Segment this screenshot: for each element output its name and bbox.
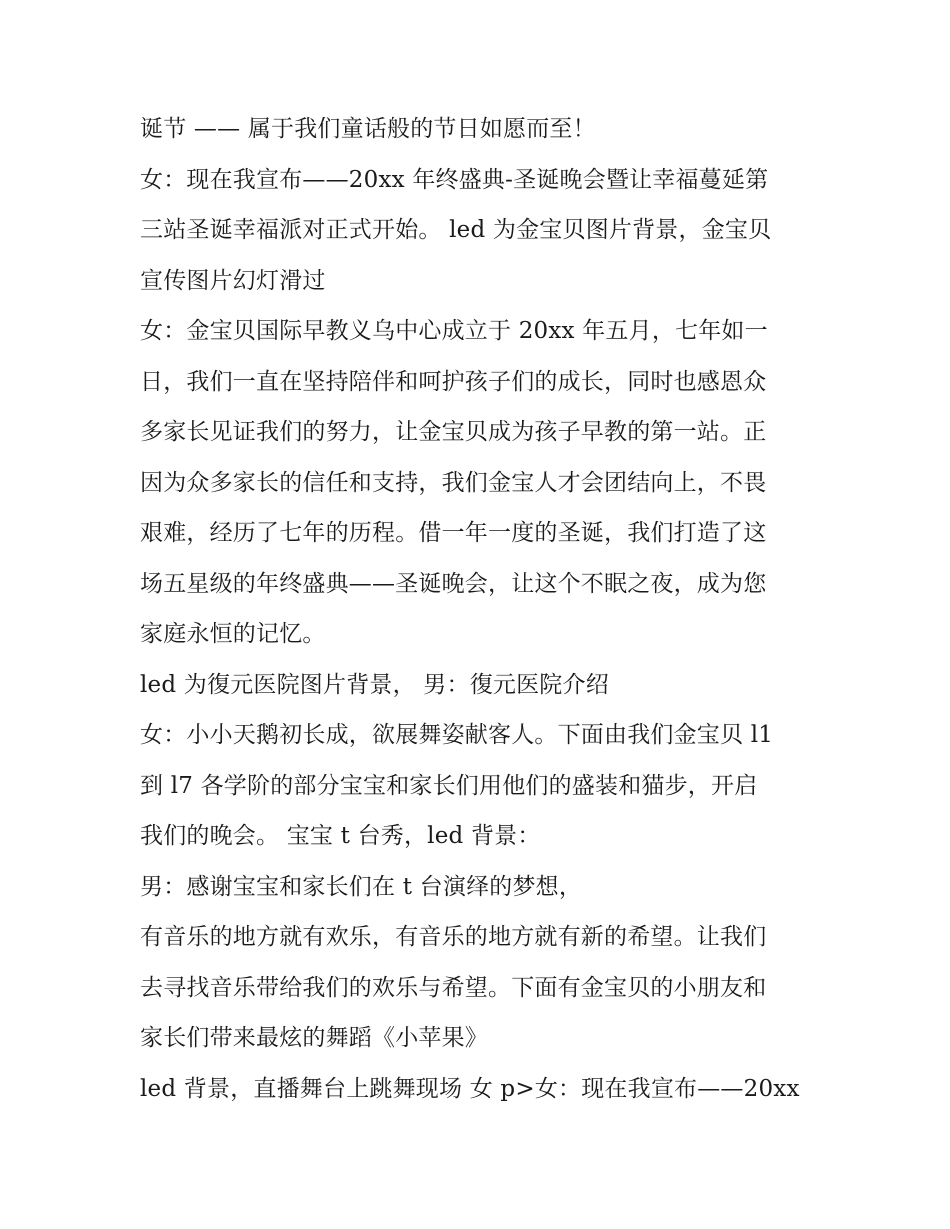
text-line: 去寻找音乐带给我们的欢乐与希望。下面有金宝贝的小朋友和 [140,974,767,1001]
document-body [140,104,820,1114]
text-line: 场五星级的年终盛典——圣诞晚会，让这个不眠之夜，成为您 [140,570,767,597]
text-line: 到 l7 各学阶的部分宝宝和家长们用他们的盛装和猫步，开启 [140,772,758,799]
text-line: 女：小小天鹅初长成，欲展舞姿献客人。下面由我们金宝贝 l1 [140,722,774,748]
text-line: 女：金宝贝国际早教义乌中心成立于 20xx 年五月，七年如一 [140,318,768,344]
text-line: 艰难，经历了七年的历程。借一年一度的圣诞，我们打造了这 [140,520,767,546]
text-line: 日，我们一直在坚持陪伴和呵护孩子们的成长，同时也感恩众 [140,368,767,395]
text-line: led 背景，直播舞台上跳舞现场 女 p>女：现在我宣布——20xx [140,1075,800,1102]
text-line: 女：现在我宣布——20xx 年终盛典-圣诞晚会暨让幸福蔓延第 [140,166,769,193]
text-line: 家庭永恒的记忆。 [140,621,326,647]
text-line: 诞节 —— 属于我们童话般的节日如愿而至！ [140,116,596,142]
text-line: 家长们带来最炫的舞蹈《小苹果》 [140,1025,488,1051]
text-line: 因为众多家长的信任和支持，我们金宝人才会团结向上，不畏 [140,469,767,496]
text-line: led 为復元医院图片背景， 男：復元医院介绍 [140,671,609,698]
text-line: 三站圣诞幸福派对正式开始。 led 为金宝贝图片背景，金宝贝 [140,217,772,243]
text-line: 宣传图片幻灯滑过 [140,267,326,294]
text-line: 男：感谢宝宝和家长们在 t 台演绎的梦想， [140,873,583,900]
text-line: 多家长见证我们的努力，让金宝贝成为孩子早教的第一站。正 [140,419,767,445]
text-line: 有音乐的地方就有欢乐，有音乐的地方就有新的希望。让我们 [140,924,767,950]
text-line: 我们的晚会。 宝宝 t 台秀，led 背景： [140,823,541,849]
